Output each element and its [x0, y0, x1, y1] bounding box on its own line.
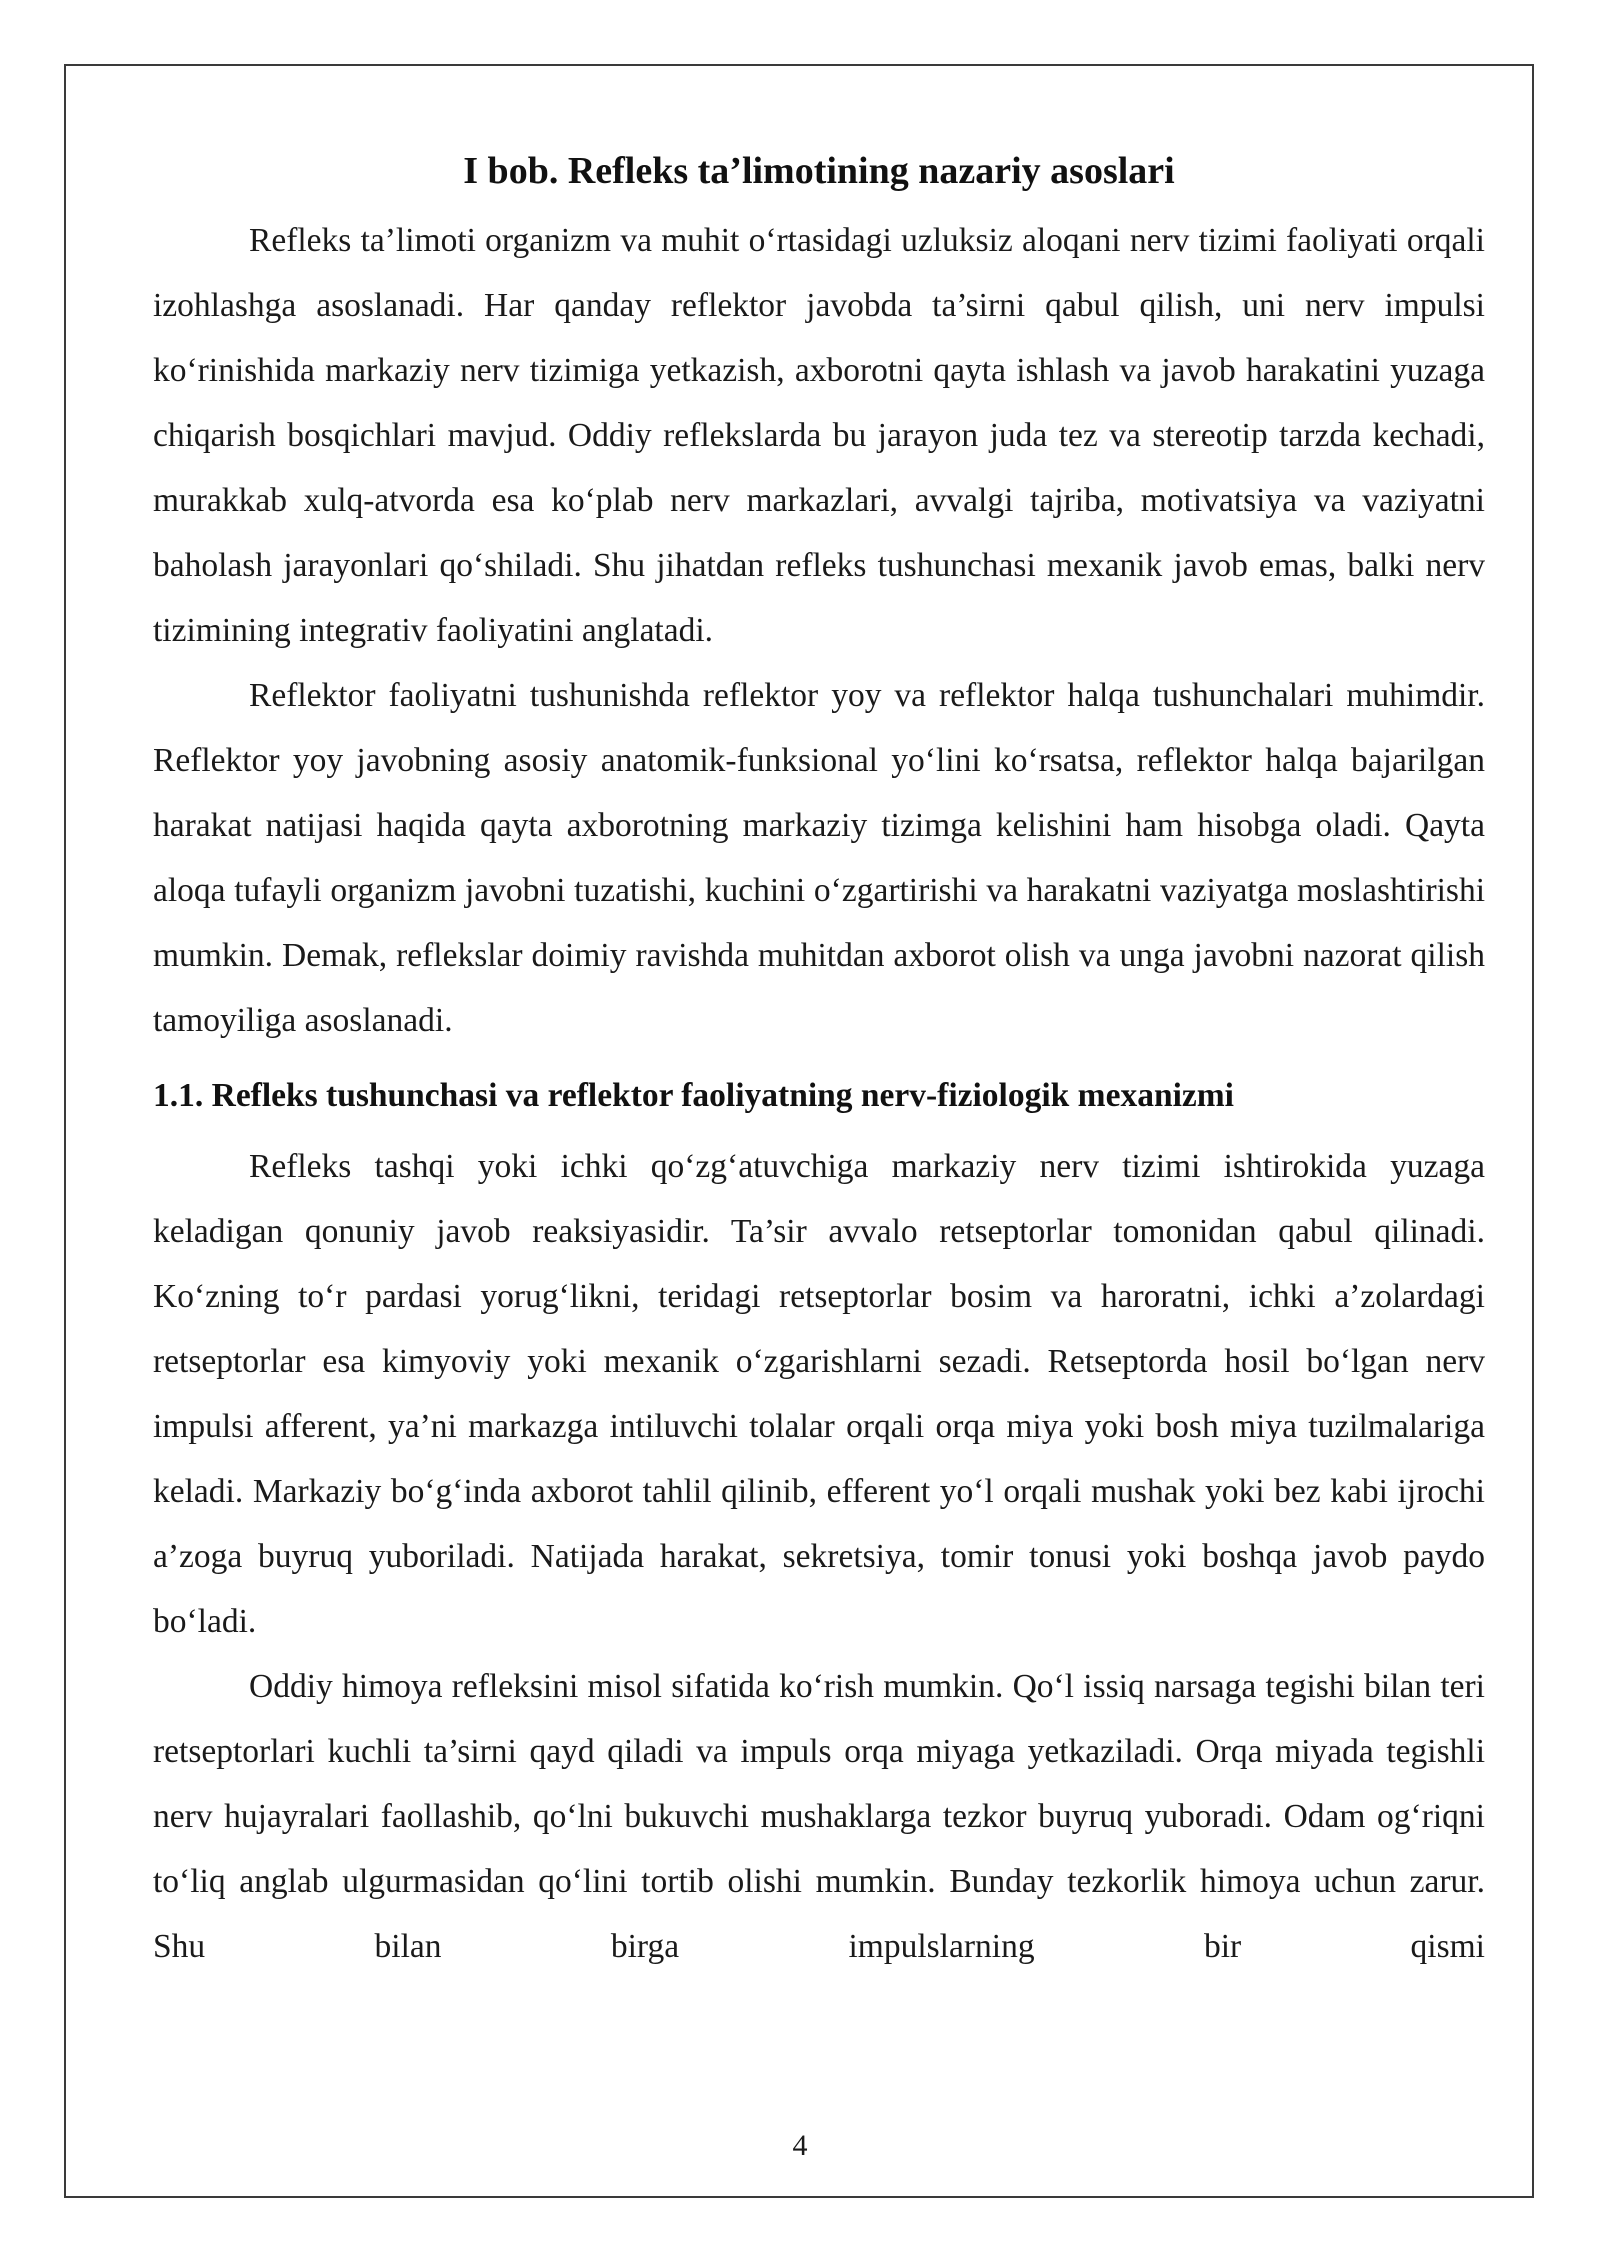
- paragraph-intro-1: Refleks ta’limoti organizm va muhit o‘rtasidagi uzluksiz aloqani nerv tizimi faoliyati orqali izohlashga asoslanadi. Har qanday reflektor javobda ta’sirni qabul qilish, uni nerv impulsi ko‘rinishida markaziy nerv tizimiga yetkazish, axborotni qayta ishlash va javob harakatini yuzaga chiqarish bosqichlari mavjud. Oddiy reflekslarda bu jarayon juda tez va stereotip tarzda kechadi, murakkab xulq-atvorda esa ko‘plab nerv markazlari, avvalgi tajriba, motivatsiya va vaziyatni baholash jarayonlari qo‘shiladi. Shu jihatdan refleks tushunchasi mexanik javob emas, balki nerv tizimining integrativ faoliyatini anglatadi.: [153, 222, 1485, 649]
- paragraph-section-2: Oddiy himoya refleksini misol sifatida ko‘rish mumkin. Qo‘l issiq narsaga tegishi bilan teri retseptorlari kuchli ta’sirni qayd qiladi va impuls orqa miyaga yetkaziladi. Orqa miyada tegishli nerv hujayralari faollashib, qo‘lni bukuvchi mushaklarga tezkor buyruq yuboradi. Odam og‘riqni to‘liq anglab ulgurmasidan qo‘lini tortib olishi mumkin. Bunday tezkorlik himoya uchun zarur. Shu bilan birga impulslarning bir qismi: [153, 1668, 1485, 1965]
- paragraph-section-1: Refleks tashqi yoki ichki qo‘zg‘atuvchiga markaziy nerv tizimi ishtirokida yuzaga keladigan qonuniy javob reaksiyasidir. Ta’sir avvalo retseptorlar tomonidan qabul qilinadi. Ko‘zning to‘r pardasi yorug‘likni, teridagi retseptorlar bosim va haroratni, ichki a’zolardagi retseptorlar esa kimyoviy yoki mexanik o‘zgarishlarni sezadi. Retseptorda hosil bo‘lgan nerv impulsi afferent, ya’ni markazga intiluvchi tolalar orqali orqa miya yoki bosh miya tuzilmalariga keladi. Markaziy bo‘g‘inda axborot tahlil qilinib, efferent yo‘l orqali mushak yoki bez kabi ijrochi a’zoga buyruq yuboriladi. Natijada harakat, sekretsiya, tomir tonusi yoki boshqa javob paydo bo‘ladi.: [153, 1148, 1485, 1640]
- section-heading: 1.1. Refleks tushunchasi va reflektor faoliyatning nerv-fiziologik mexanizmi: [153, 1077, 1234, 1114]
- page-number: 4: [792, 2129, 808, 2162]
- document-body: [153, 140, 1485, 1979]
- paragraph-intro-2: Reflektor faoliyatni tushunishda reflektor yoy va reflektor halqa tushunchalari muhimdir. Reflektor yoy javobning asosiy anatomik-funksional yo‘lini ko‘rsatsa, reflektor halqa bajarilgan harakat natijasi haqida qayta axborotning markaziy tizimga kelishini ham hisobga oladi. Qayta aloqa tufayli organizm javobni tuzatishi, kuchini o‘zgartirishi va harakatni vaziyatga moslashtirishi mumkin. Demak, reflekslar doimiy ravishda muhitdan axborot olish va unga javobni nazorat qilish tamoyiliga asoslanadi.: [153, 677, 1485, 1039]
- chapter-title: I bob. Refleks ta’limotining nazariy asoslari: [463, 150, 1175, 192]
